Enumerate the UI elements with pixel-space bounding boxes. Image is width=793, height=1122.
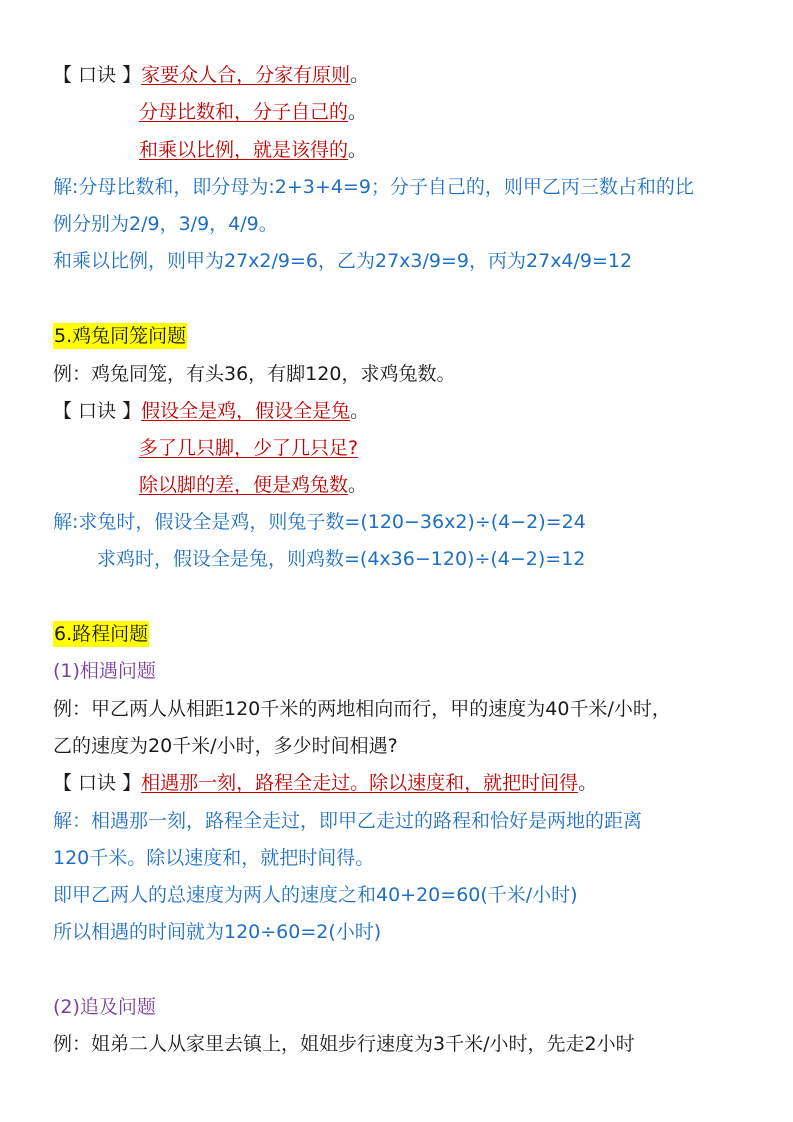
solution-line: 120千米。除以速度和，就把时间得。 (53, 847, 375, 869)
solution-line: 和乘以比例，则甲为27x2/9=6，乙为27x3/9=9，丙为27x4/9=12 (53, 250, 633, 272)
mnemonic-text: 多了几只脚，少了几只足? (139, 437, 359, 459)
mnemonic-line-2: 分母比数和，分子自己的。 (139, 101, 368, 123)
solution-line: 解:分母比数和，即分母为:2+3+4=9；分子自己的，则甲乙丙三数占和的比 (53, 176, 694, 198)
mnemonic-line-3: 和乘以比例，就是该得的。 (139, 139, 368, 161)
mnemonic-text: 家要众人合，分家有原则 (141, 64, 351, 86)
mnemonic-text: 分母比数和，分子自己的 (139, 101, 349, 123)
solution-line: 解:求兔时，假设全是鸡，则兔子数=(120−36x2)÷(4−2)=24 (53, 511, 586, 533)
example-line: 乙的速度为20千米/小时，多少时间相遇? (53, 735, 398, 757)
solution-line: 即甲乙两人的总速度为两人的速度之和40+20=60(千米/小时) (53, 884, 578, 906)
mnemonic-text: 和乘以比例，就是该得的 (139, 139, 349, 161)
solution-line: 例分别为2/9，3/9，4/9。 (53, 213, 278, 235)
mnemonic-line-3: 除以脚的差，便是鸡兔数。 (139, 474, 368, 496)
mnemonic-line-1: 【 口诀 】假设全是鸡，假设全是兔。 (53, 400, 370, 422)
solution-line: 解：相遇那一刻，路程全走过，即甲乙走过的路程和恰好是两地的距离 (53, 810, 643, 832)
mnemonic-line-2 (139, 435, 358, 461)
mnemonic-text: 相遇那一刻，路程全走过。除以速度和，就把时间得 (141, 772, 579, 794)
section-heading-5: 5.鸡兔同笼问题 (54, 325, 187, 347)
mnemonic-text: 除以脚的差，便是鸡兔数 (139, 474, 349, 496)
mnemonic-line: 【 口诀 】相遇那一刻，路程全走过。除以速度和，就把时间得。 (53, 772, 598, 794)
example-line: 例：姐弟二人从家里去镇上，姐姐步行速度为3千米/小时，先走2小时 (53, 1033, 635, 1055)
mnemonic-text: 假设全是鸡，假设全是兔 (141, 400, 351, 422)
mnemonic-label: 【 口诀 】 (53, 64, 142, 86)
subsection-heading: (1)相遇问题 (53, 660, 156, 682)
mnemonic-line-1: 【 口诀 】家要众人合，分家有原则。 (53, 64, 370, 86)
subsection-heading: (2)追及问题 (53, 996, 156, 1018)
mnemonic-label: 【 口诀 】 (53, 400, 142, 422)
solution-line: 求鸡时，假设全是兔，则鸡数=(4x36−120)÷(4−2)=12 (97, 548, 586, 570)
example-line: 例：鸡兔同笼，有头36，有脚120，求鸡兔数。 (53, 363, 456, 385)
solution-line: 所以相遇的时间就为120÷60=2(小时) (53, 921, 382, 943)
example-line: 例：甲乙两人从相距120千米的两地相向而行，甲的速度为40千米/小时， (53, 698, 671, 720)
section-heading-6: 6.路程问题 (54, 623, 149, 645)
mnemonic-label: 【 口诀 】 (53, 772, 142, 794)
